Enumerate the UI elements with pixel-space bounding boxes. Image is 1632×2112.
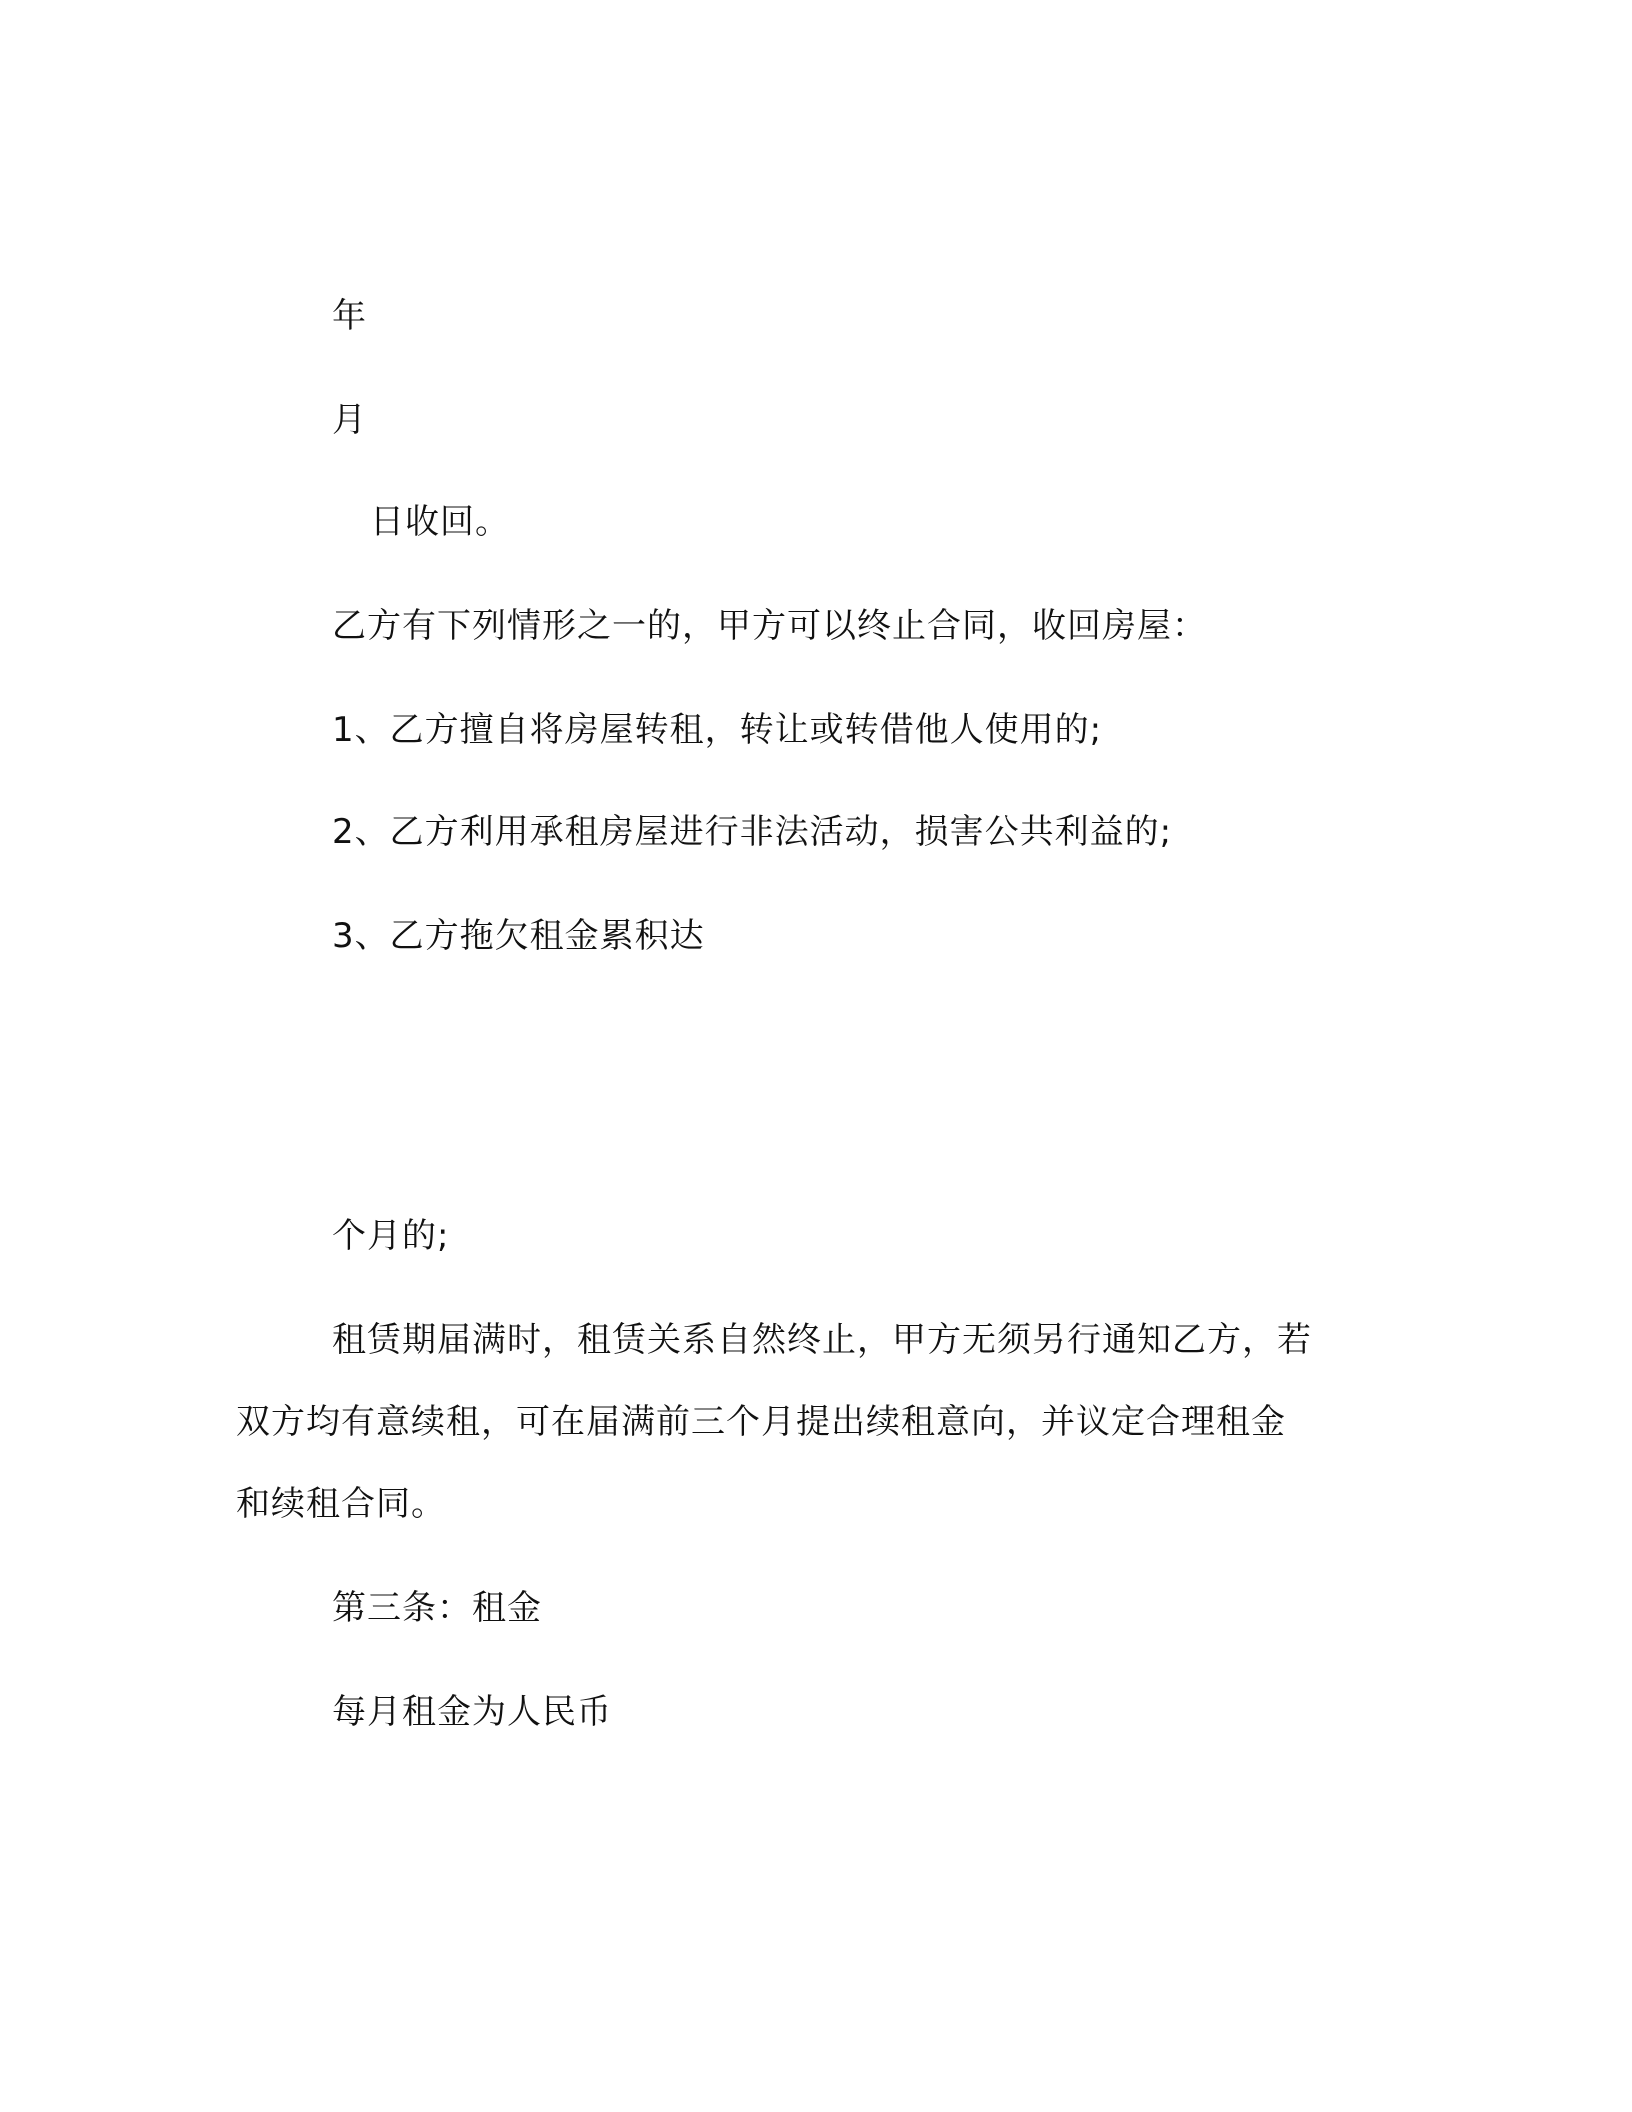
text-line-condition-1: 1、乙方擅自将房屋转租，转让或转借他人使用的; [332, 710, 1103, 750]
text-line-lease-expiry: 租赁期届满时，租赁关系自然终止，甲方无须另行通知乙方，若 [332, 1320, 1312, 1360]
text-line-renewal-contract: 和续租合同。 [236, 1484, 446, 1524]
text-line-day-recall: 日收回。 [370, 502, 510, 542]
text-line-year: 年 [332, 296, 367, 336]
text-line-condition-2: 2、乙方利用承租房屋进行非法活动，损害公共利益的; [332, 812, 1173, 852]
section-heading-rent: 第三条：租金 [332, 1588, 542, 1628]
text-line-termination-conditions: 乙方有下列情形之一的，甲方可以终止合同，收回房屋： [332, 606, 1207, 646]
text-line-monthly-rent: 每月租金为人民币 [332, 1692, 612, 1732]
text-line-renewal: 双方均有意续租，可在届满前三个月提出续租意向，并议定合理租金 [236, 1402, 1286, 1442]
text-line-month: 月 [332, 400, 367, 440]
text-line-months: 个月的; [332, 1216, 450, 1256]
text-line-condition-3: 3、乙方拖欠租金累积达 [332, 916, 705, 956]
